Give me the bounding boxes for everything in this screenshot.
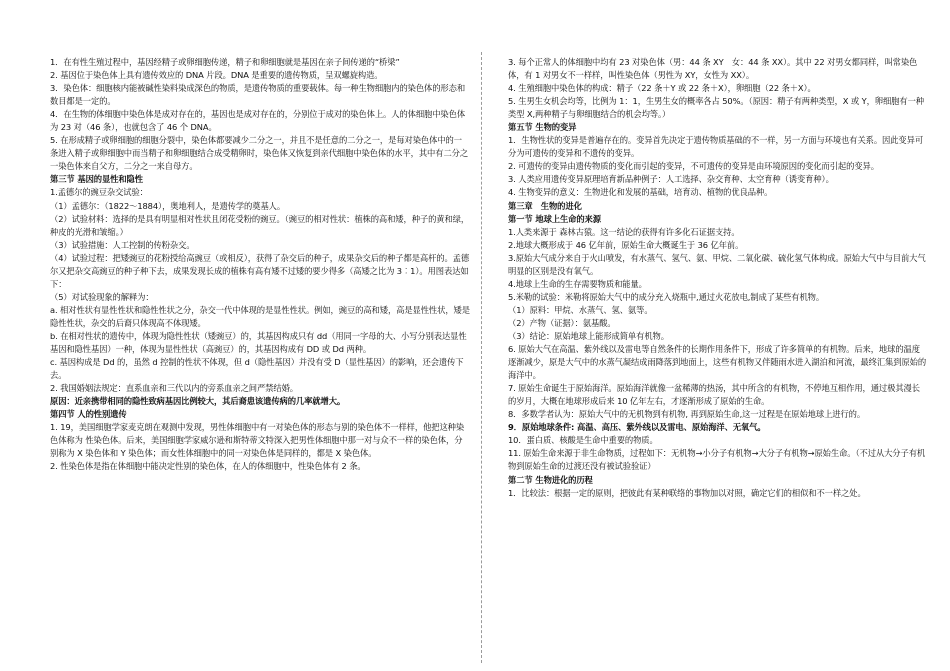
- right-paragraph: 10．蛋白质、核酸是生命中重要的物质。: [508, 435, 658, 446]
- right-paragraph: 4. 生物变异的意义：生物进化和发展的基础，培育动、植物的优良品种。: [508, 187, 773, 198]
- right-paragraph: 2. 可遗传的变异由遗传物质的变化而引起的变异，不可遗传的变异是由环境原因的变化而引起的变异。: [508, 161, 879, 172]
- left-paragraph: b. 在相对性状的遗传中，体现为隐性性状（矮豌豆）的，其基因构成只有 dd（用同一字母的大、小写分别表达显性基因和隐性基因）一种，体现为显性性状（高豌豆）的，其基因构成有 DD 或 Dd 两种。: [50, 330, 467, 355]
- left-paragraph: c. 基因构成是 Dd 的，虽然 d 控制的性状不体现，但 d（隐性基因）并没有受 D（显性基因）的影响，还会遗传下去。: [50, 357, 464, 381]
- right-paragraph: 1．生物性状的变异是普遍存在的。变异首先决定于遗传物质基础的不一样，另一方面与环境也有关系。因此变异可分为可遗传的变异和不遗传的变异。: [508, 135, 924, 159]
- left-paragraph: 3．染色体：细胞核内能被碱性染料染成深色的物质，是遗传物质的重要载体。每一种生物细胞内的染色体的形态和数目都是一定的。: [50, 83, 466, 107]
- right-paragraph: 11. 原始生命来源于非生命物质，过程如下：无机物→小分子有机物→大分子有机物→原始生命。（不过从大分子有机物到原始生命的过渡还没有被试验验证）: [508, 448, 926, 472]
- right-paragraph: 9．原始地球条件: 高温、高压、紫外线以及雷电、原始海洋、无氧气。: [508, 422, 766, 433]
- left-paragraph: 2. 基因位于染色体上具有遗传效应的 DNA 片段。DNA 是重要的遗传物质，呈双螺旋构造。: [50, 70, 383, 81]
- left-paragraph: 2. 我国婚姻法规定：直系血亲和三代以内的旁系血亲之间严禁结婚。: [50, 383, 298, 394]
- right-paragraph: 第三章 生物的进化: [508, 200, 582, 211]
- left-paragraph: 2. 性染色体是指在体细胞中能决定性别的染色体，在人的体细胞中，性染色体有 2 条。: [50, 461, 366, 472]
- right-paragraph: 6. 原始大气在高温、紫外线以及雷电等自然条件的长期作用条件下，形成了许多简单的有机物。后来，地球的温度逐渐减少，原是大气中的水蒸气凝结成雨降落到地面上，这些有机物又伴随雨水进入湖泊和河流，最终汇集到原始的海洋中。: [508, 344, 927, 381]
- left-paragraph: 1.孟德尔的豌豆杂交试验：: [50, 187, 148, 198]
- right-paragraph: 4. 生殖细胞中染色体的构成：精子（22 条＋Y 或 22 条＋X），卵细胞（22 条＋X）。: [508, 83, 816, 94]
- left-paragraph: 4．在生物的体细胞中染色体是成对存在的，基因也是成对存在的，分别位于成对的染色体上。人的体细胞中染色体为 23 对（46 条），也就包含了 46 个 DNA。: [50, 109, 466, 133]
- left-paragraph: （5）对试验现象的解释为：: [50, 291, 154, 302]
- right-paragraph: 3. 每个正常人的体细胞中均有 23 对染色体（男：44 条 XY 女：44 条 XX）。其中 22 对男女都同样，叫常染色体，有 1 对男女不一样样，叫性染色体（男性为 XY，女性为 XX）。: [508, 57, 918, 81]
- column-divider: [481, 52, 482, 663]
- left-paragraph: （1）孟德尔：（1822～1884），奥地利人，是遗传学的奠基人。: [50, 200, 286, 211]
- left-paragraph: （3）试验措施：人工控制的传粉杂交。: [50, 239, 195, 250]
- right-paragraph: 5. 生男生女机会均等，比例为 1：1，生男生女的概率各占 50%。（原因：精子有两种类型，X 或 Y，卵细胞有一种类型 X,两种精子与卵细胞结合的机会均等。）: [508, 96, 924, 120]
- right-paragraph: （1）原料：甲烷、水蒸气、氢、氨等。: [508, 304, 653, 315]
- left-paragraph: 第四节 人的性别遗传: [50, 409, 127, 420]
- right-paragraph: 第二节 生物进化的历程: [508, 474, 593, 485]
- left-paragraph: （4）试验过程：把矮豌豆的花粉授给高豌豆（或相反），获得了杂交后的种子，成果杂交后的种子都是高杆的。孟德尔又把杂交高豌豆的种子种下去，成果发现长成的植株有高有矮不过矮的要少得多（高矮之比为 3︰1）。用图表达如下：: [50, 252, 470, 289]
- right-paragraph: 1．比较法：根据一定的原则，把彼此有某种联络的事物加以对照，确定它们的相似和不一样之处。: [508, 487, 866, 498]
- left-paragraph: 1．在有性生殖过程中，基因经精子或卵细胞传递，精子和卵细胞就是基因在亲子间传递的“桥梁”: [50, 57, 400, 67]
- right-paragraph: 3.原始大气成分来自于火山喷发，有水蒸气、氢气、氨、甲烷、二氧化碳、硫化氢气体构成。原始大气中与目前大气明显的区别是没有氧气。: [508, 252, 926, 276]
- right-paragraph: 7. 原始生命诞生于原始海洋。原始海洋就像一盆稀薄的热汤，其中所含的有机物，不停地互相作用，通过极其漫长的岁月，大概在地球形成后来 10 亿年左右，才逐渐形成了原始的生命。: [508, 383, 920, 407]
- right-column: [508, 56, 928, 500]
- right-paragraph: 第五节 生物的变异: [508, 122, 577, 133]
- right-paragraph: 2.地球大概形成于 46 亿年前，原始生命大概诞生于 36 亿年前。: [508, 239, 744, 250]
- right-paragraph: 3. 人类应用遗传变异原理培育新品种例子：人工选择、杂交育种、太空育种（诱变育种）。: [508, 174, 834, 185]
- right-paragraph: （2）产物（证据）：氨基酸。: [508, 317, 616, 328]
- left-paragraph: a. 相对性状有显性性状和隐性性状之分，杂交一代中体现的是显性性状。例如，豌豆的高和矮，高是显性性状，矮是隐性性状，杂交的后裔只体现高不体现矮。: [50, 304, 470, 328]
- left-paragraph: 原因：近亲携带相同的隐性致病基因比例较大，其后裔患该遗传病的几率就增大。: [50, 396, 346, 407]
- right-paragraph: 4.地球上生命的生存需要物质和能量。: [508, 278, 647, 289]
- left-column: [50, 56, 470, 474]
- left-paragraph: 5. 在形成精子或卵细胞的细胞分裂中，染色体都要减少二分之一，并且不是任意的二分之一，是每对染色体中的一条进入精子或卵细胞中而当精子和卵细胞结合成受精卵时，染色体又恢复到亲代细胞中染色体的水平，其中有二分之一染色体来自父方，二分之一来自母方。: [50, 135, 469, 172]
- right-paragraph: 1.人类来源于 森林古猿。这一结论的获得有许多化石证据支持。: [508, 226, 740, 237]
- right-paragraph: （3）结论：原始地球上能形成简单有机物。: [508, 330, 669, 341]
- left-paragraph: 第三节 基因的显性和隐性: [50, 174, 143, 185]
- right-paragraph: 5.米勒的试验：米勒将原始大气中的成分充入烧瓶中,通过火花放电,制成了某些有机物。: [508, 291, 825, 302]
- right-paragraph: 第一节 地球上生命的来源: [508, 213, 601, 224]
- right-paragraph: 8．多数学者认为：原始大气中的无机物到有机物, 再到原始生命,这一过程是在原始地球上进行的。: [508, 409, 866, 420]
- left-paragraph: （2）试验材料：选择的是具有明显相对性状且闭花受粉的豌豆。（豌豆的相对性状：植株的高和矮，种子的黄和绿，种皮的光滑和皱缩。）: [50, 213, 470, 237]
- left-paragraph: 1. 19，美国细胞学家麦克朗在观测中发现，男性体细胞中有一对染色体的形态与别的染色体不一样样，他把这种染色体称为 性染色体。后来，美国细胞学家威尔逊和斯特蒂文特深入把男性体细胞中那一对与众不一样的染色体，分别称为 X 染色体和 Y 染色体；而女性体细胞中的同一对染色体是同样的，都是 X 染色体。: [50, 422, 465, 459]
